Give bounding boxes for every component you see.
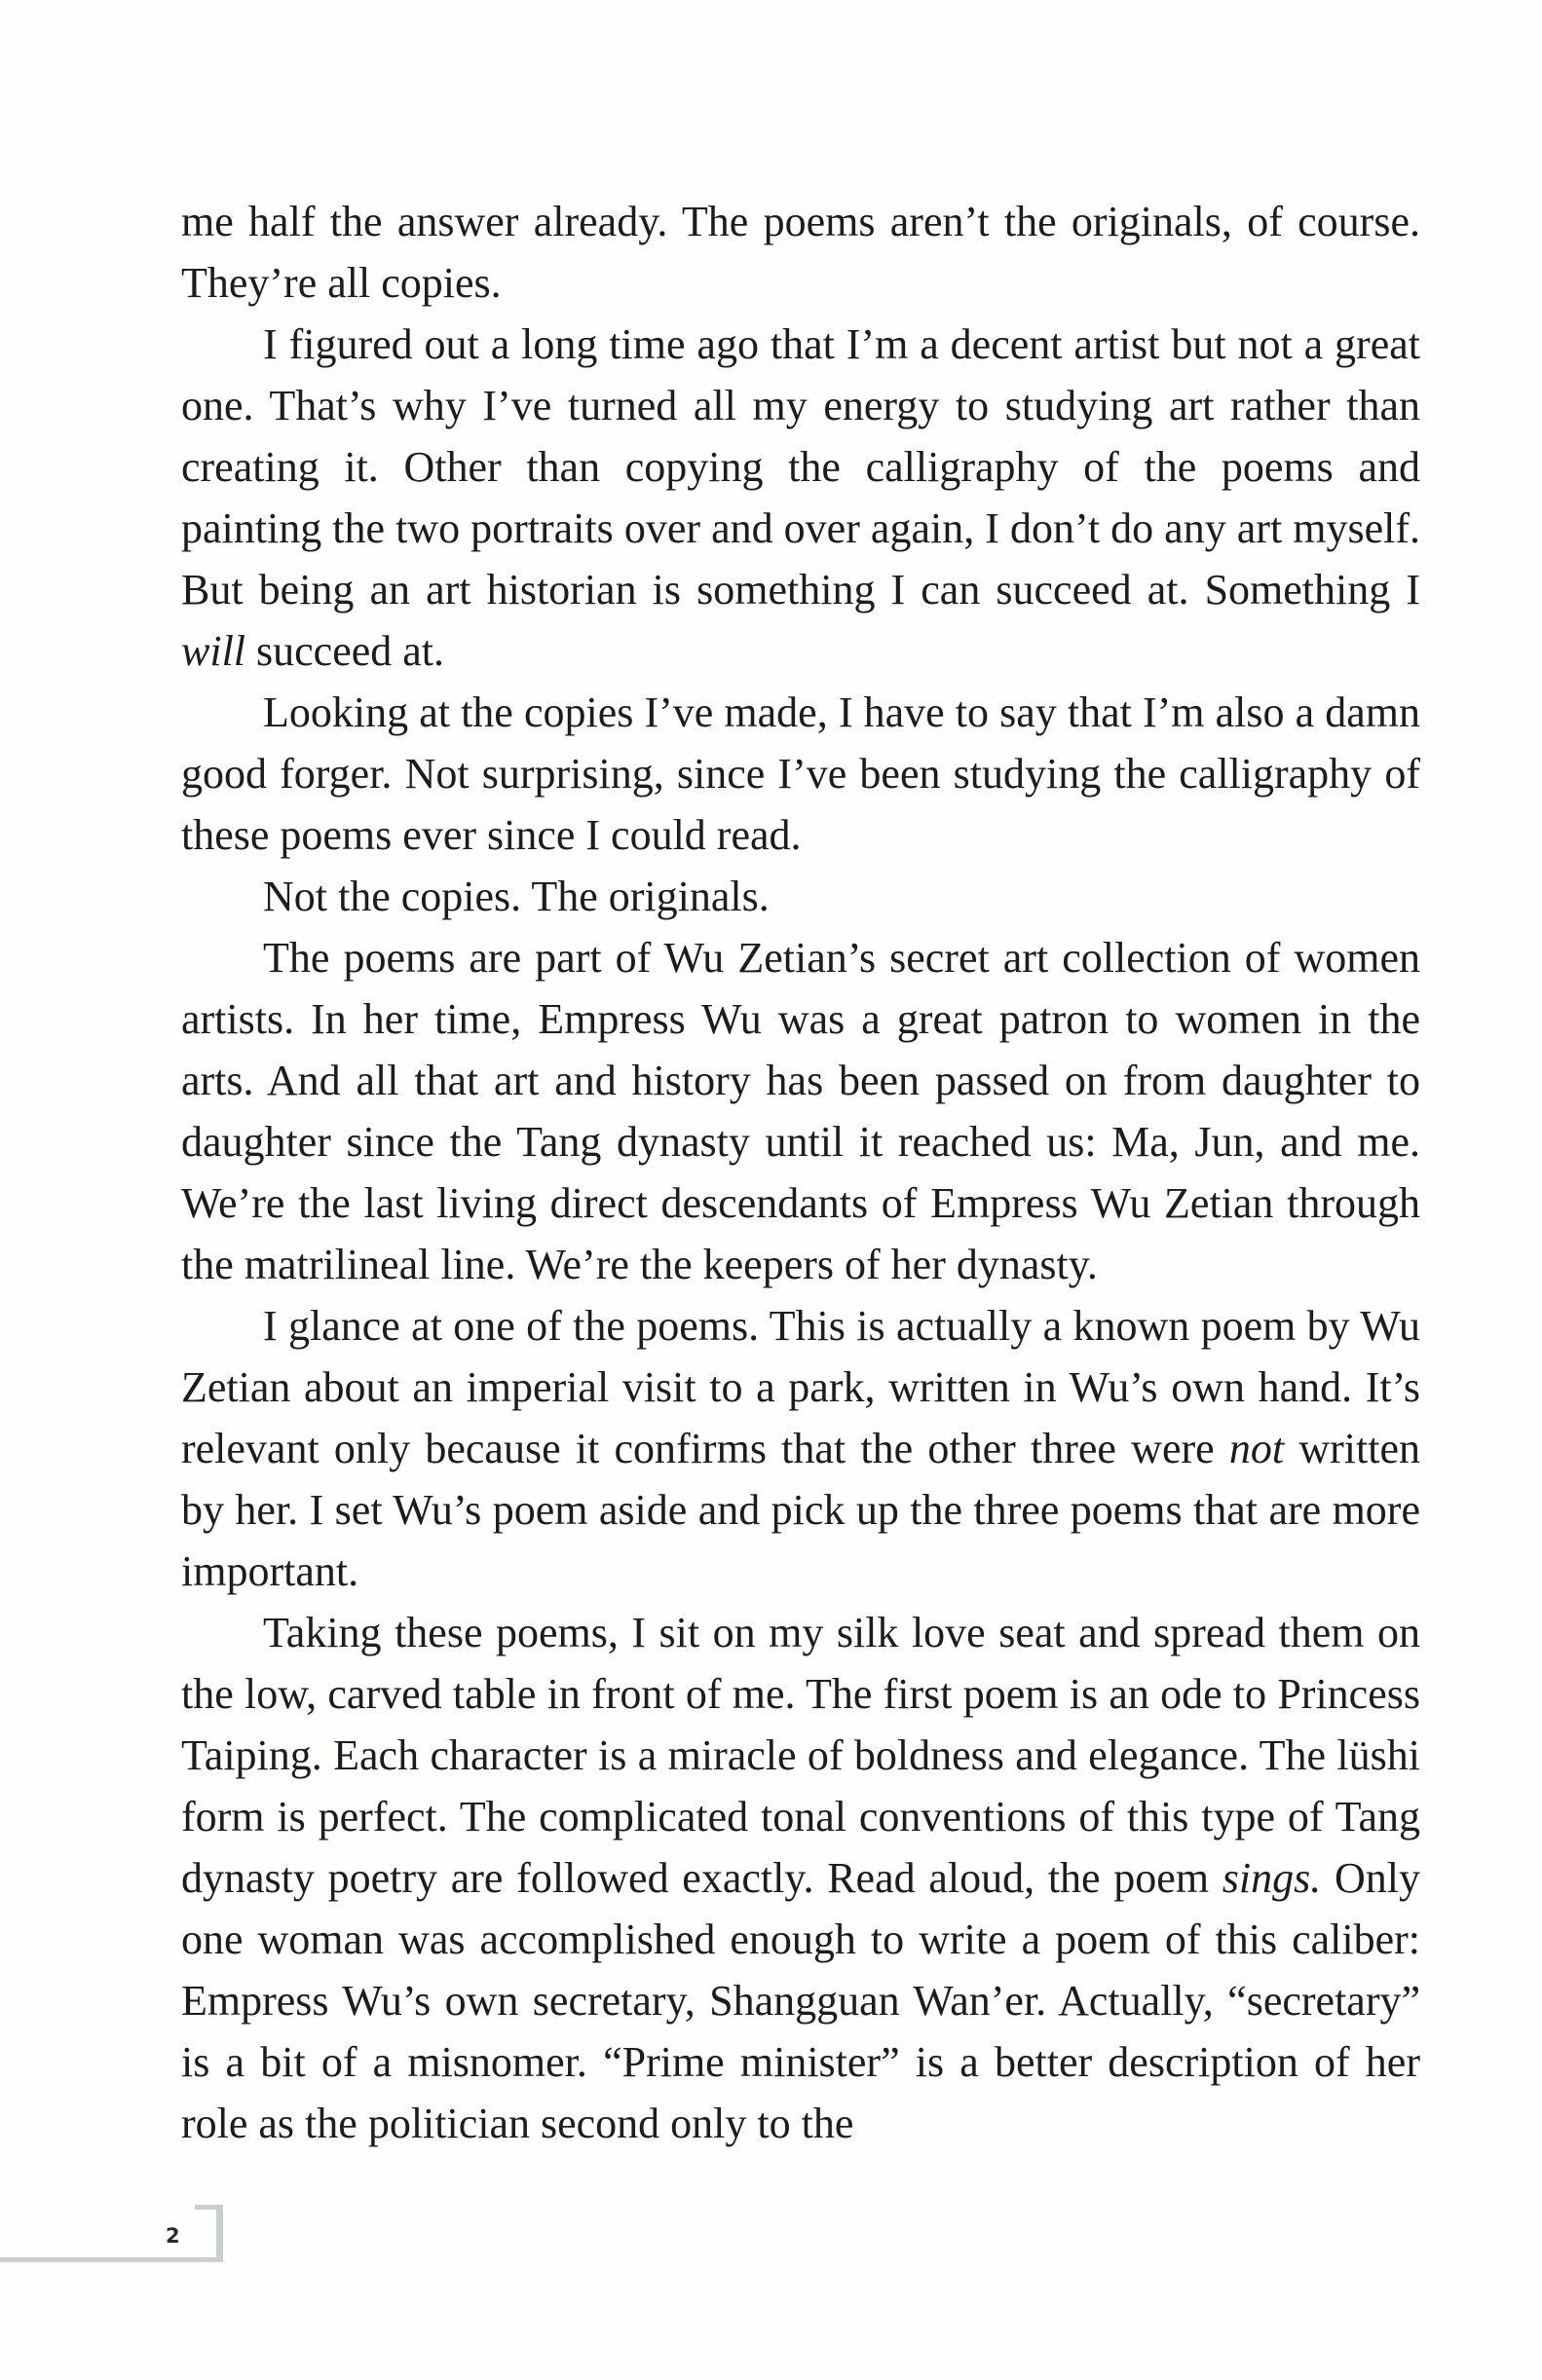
page-number: 2 bbox=[166, 2224, 180, 2248]
paragraph-text: I figured out a long time ago that I’m a decent artist but not a great one. That’s why I’ve turned all my energy to studying art rather than creating it. Other than copying the calligraphy of the poems and painting the two portraits over and over again, I don’t do any art myself. But being an art historian is something I can succeed at. Something I bbox=[181, 320, 1420, 614]
paragraph bbox=[181, 866, 1420, 927]
paragraph-text: The poems are part of Wu Zetian’s secret art collection of women artists. In her time, Empress Wu was a great patron to women in the arts. And all that art and history has been passed on from daughter to daughter since the Tang dynasty until it reached us: Ma, Jun, and me. We’re the last living direct descendants of Empress Wu Zetian through the matrilineal line. We’re the keepers of her dynasty. bbox=[181, 934, 1420, 1288]
footer-rule bbox=[0, 2257, 222, 2262]
paragraph bbox=[181, 927, 1420, 1295]
paragraph bbox=[181, 1602, 1420, 2154]
paragraph-text: Looking at the copies I’ve made, I have to say that I’m also a damn good forger. Not surprising, since I’ve been studying the calligraphy of these poems ever since I could read. bbox=[181, 688, 1420, 859]
paragraph bbox=[181, 191, 1420, 314]
page-footer bbox=[0, 2201, 253, 2288]
paragraph-text: me half the answer already. The poems aren’t the originals, of course. They’re all copies. bbox=[181, 198, 1420, 307]
paragraph-text: written by her. I set Wu’s poem aside and pick up the three poems that are more important. bbox=[181, 1425, 1420, 1595]
paragraph bbox=[181, 314, 1420, 682]
emphasis-text: sings. bbox=[1222, 1854, 1322, 1902]
footer-bracket bbox=[216, 2205, 223, 2262]
paragraph bbox=[181, 1295, 1420, 1602]
paragraph-text: succeed at. bbox=[245, 627, 445, 675]
paragraph-text: Taking these poems, I sit on my silk love seat and spread them on the low, carved table in front of me. The first poem is an ode to Princess Taiping. Each character is a miracle of boldness and elegance. The lüshi form is perfect. The complicated tonal conventions of this type of Tang dynasty poetry are followed exactly. Read aloud, the poem bbox=[181, 1609, 1420, 1902]
body-text bbox=[181, 191, 1420, 2154]
paragraph-text: I glance at one of the poems. This is actually a known poem by Wu Zetian about an imperial visit to a park, written in Wu’s own hand. It’s relevant only because it confirms that the other three were bbox=[181, 1302, 1420, 1472]
paragraph bbox=[181, 682, 1420, 866]
paragraph-text: Not the copies. The originals. bbox=[263, 873, 770, 920]
emphasis-text: will bbox=[181, 627, 246, 675]
emphasis-text: not bbox=[1228, 1425, 1285, 1472]
paragraph-text: Only one woman was accomplished enough to write a poem of this caliber: Empress Wu’s own secretary, Shangguan Wan’er. Actually, “secretary” is a bit of a misnomer. “Prime minister” is a better description of her role as the politician second only to the bbox=[181, 1854, 1421, 2147]
